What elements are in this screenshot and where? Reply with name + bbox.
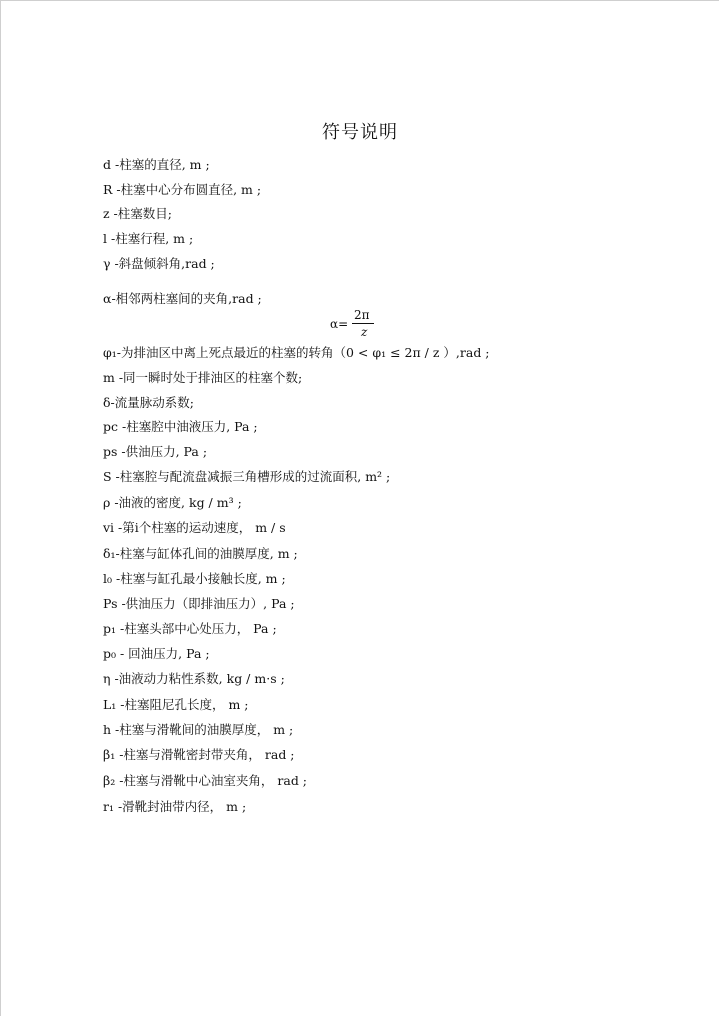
symbol-line-delta1: δ₁-柱塞与缸体孔间的油膜厚度, m ; [103, 546, 298, 561]
symbol-line-z: z -柱塞数目; [103, 206, 172, 221]
symbol-line-L1: L₁ -柱塞阻尼孔长度， m ; [103, 697, 249, 712]
symbol-line-eta: η -油液动力粘性系数, kg / m·s ; [103, 671, 285, 686]
symbol-line-R: R -柱塞中心分布圆直径, m ; [103, 182, 262, 197]
symbol-line-ps: ps -供油压力, Pa ; [103, 444, 208, 459]
symbol-line-alpha: α-相邻两柱塞间的夹角,rad ; [103, 291, 262, 306]
formula-numerator: 2π [354, 308, 370, 322]
symbol-line-gamma: γ -斜盘倾斜角,rad ; [103, 256, 215, 271]
symbol-line-vi: vi -第i个柱塞的运动速度， m / s [103, 520, 286, 535]
page-title: 符号说明 [322, 122, 398, 143]
symbol-line-S: S -柱塞腔与配流盘减振三角槽形成的过流面积, m² ; [103, 469, 391, 484]
symbol-line-beta2: β₂ -柱塞与滑靴中心油室夹角， rad ; [103, 773, 308, 788]
symbol-line-d: d -柱塞的直径, m ; [103, 157, 210, 172]
symbol-line-h: h -柱塞与滑靴间的油膜厚度， m ; [103, 722, 294, 737]
symbol-line-Ps: Ps -供油压力（即排油压力）, Pa ; [103, 596, 295, 611]
fraction-bar [352, 323, 374, 324]
symbol-line-r1: r₁ -滑靴封油带内径， m ; [103, 799, 247, 814]
symbol-line-p0: p₀ - 回油压力, Pa ; [103, 646, 210, 661]
symbol-line-phi1: φ₁-为排油区中离上死点最近的柱塞的转角（0 < φ₁ ≤ 2π / z ）,rad ; [103, 345, 490, 360]
symbol-line-pc: pc -柱塞腔中油液压力, Pa ; [103, 419, 258, 434]
symbol-line-delta: δ-流量脉动系数; [103, 395, 194, 410]
formula-denominator: z [361, 325, 368, 339]
symbol-line-beta1: β₁ -柱塞与滑靴密封带夹角， rad ; [103, 747, 295, 762]
symbol-line-l: l -柱塞行程, m ; [103, 231, 194, 246]
symbol-line-l0: l₀ -柱塞与缸孔最小接触长度, m ; [103, 571, 286, 586]
symbol-line-rho: ρ -油液的密度, kg / m³ ; [103, 495, 242, 510]
symbol-line-p1: p₁ -柱塞头部中心处压力， Pa ; [103, 621, 277, 636]
symbol-line-m: m -同一瞬时处于排油区的柱塞个数; [103, 370, 303, 385]
formula-lhs: α= [330, 317, 349, 331]
